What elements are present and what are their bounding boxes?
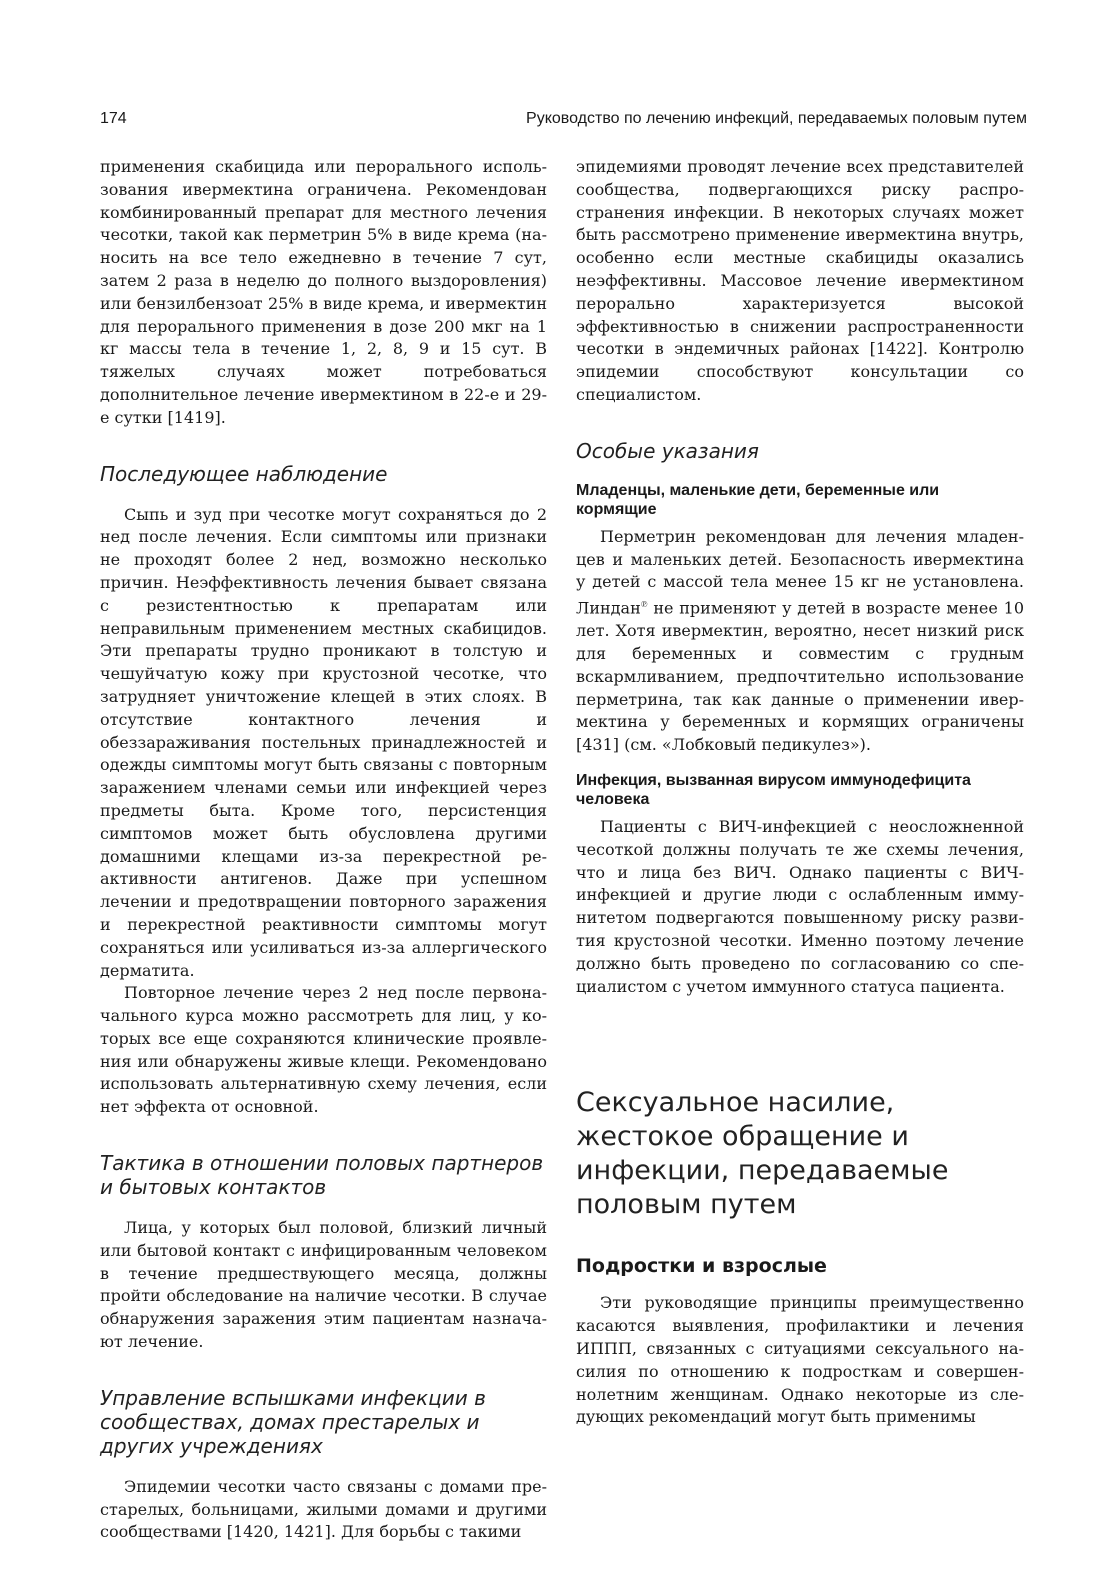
paragraph: Пациенты с ВИЧ-инфекцией с неосложненной чесоткой должны получать те же схемы лечения, что и лица без ВИЧ. Однако пациенты с ВИЧ-инфекцией и другие люди с ослабленным иммунитетом подвергаются повышенному риску развития крустозной чесотки. Именно поэтому лечение должно быть проведено по согласованию со специалистом с учетом иммунного статуса пациента.	[576, 817, 1024, 996]
paragraph: Эпидемии чесотки часто связаны с домами престарелых, больницами, жилыми домами и другими сообществами [1420, 1421]. Для борьбы с такими	[100, 1476, 547, 1542]
paragraph: Сыпь и зуд при чесотке могут сохраняться до 2 нед после лечения. Если симптомы или признаки не проходят более 2 нед, возможно несколько причин. Неэффективность лечения бывает связана с резистентностью к препаратам или неправильным применением местных скабицидов. Эти препараты трудно проникают в толстую и чешуйчатую кожу при крустозной чесотке, что затрудняет уничтожение клещей в этих слоях. В отсутствие контактного лечения и обеззараживания постельных принадлежностей и одежды симптомы могут быть связаны с повторным заражением членами семьи или инфекцией через предметы быта. Кроме того, персистенция симптомов может быть обусловлена другими домашними клещами из-за перекрестной реактивности антигенов. Даже при успешном лечении и предотвращении повторного заражения и перекрестной реактивности симптомы могут сохраняться или усиливаться из-за аллергического дерматита.	[100, 504, 547, 980]
paragraph: Лица, у которых был половой, близкий личный или бытовой контакт с инфицированным человеком в течение предшествующего месяца, должны пройти обследование на наличие чесотки. В случае обнаружения заражения этим пациентам назначают лечение.	[100, 1218, 547, 1352]
running-header: Руководство по лечению инфекций, передаваемых половым путем	[526, 110, 1027, 127]
section-heading-followup: Последующее наблюдение	[100, 461, 388, 486]
subheading-hiv: Инфекция, вызванная вирусом иммунодефицита человека	[576, 772, 971, 809]
paragraph: применения скабицида или перорального использования ивермектина ограничена. Рекомендован комбинированный препарат для местного лечения чесотки, такой как перметрин 5% в виде крема (наносить на все тело ежедневно в течение 7 сут, затем 2 раза в неделю до полного выздоровления) или бензилбензоат 25% в виде крема, и ивермектин для перорального применения в дозе 200 мкг на 1 кг массы тела в течение 1, 2, 8, 9 и 15 сут. В тяжелых случаях может потребоваться дополнительное лечение ивермектином в 22-е и 29-е сутки [1419].	[100, 157, 547, 427]
paragraph: эпидемиями проводят лечение всех представителей сообщества, подвергающихся риску распространения инфекции. В некоторых случаях может быть рассмотрено применение ивермектина внутрь, особенно если местные скабициды оказались неэффективны. Массовое лечение ивермектином перорально характеризуется высокой эффективностью в снижении распространенности чесотки в эндемичных районах [1422]. Контролю эпидемии способствуют консультации со специалистом.	[576, 157, 1024, 404]
section-heading-adolescents: Подростки и взрослые	[576, 1255, 827, 1278]
right-column	[576, 156, 1024, 1429]
chapter-title: Сексуальное насилие, жестокое обращение и инфекции, передаваемые половым путем	[576, 1087, 949, 1221]
registered-mark: ℗	[640, 600, 648, 611]
paragraph: Перметрин рекомендован для лечения младенцев и маленьких детей. Безопасность ивермектина у детей с массой тела менее 15 кг не установлена. Линдан℗ не применяют у детей в возрасте менее 10 лет. Хотя ивермектин, вероятно, несет низкий риск для беременных и совместим с грудным вскармливанием, предпочтительно использование перметрина, так как данные о применении ивермектина у беременных и кормящих ограничены [431] (см. «Лобковый педикулез»).	[576, 526, 1024, 755]
paragraph: Повторное лечение через 2 нед после первоначального курса можно рассмотреть для лиц, у которых все еще сохраняются клинические проявления или обнаружены живые клещи. Рекомендовано использовать альтернативную схему лечения, если нет эффекта от основной.	[100, 983, 547, 1117]
paragraph: Эти руководящие принципы преимущественно касаются выявления, профилактики и лечения ИППП, связанных с ситуациями сексуального насилия по отношению к подросткам и совершеннолетним женщинам. Однако некоторые из следующих рекомендаций могут быть применимы	[576, 1293, 1024, 1427]
page-number: 174	[100, 110, 127, 127]
section-heading-special: Особые указания	[576, 438, 759, 463]
left-column	[100, 156, 547, 1544]
subheading-infants: Младенцы, маленькие дети, беременные или кормящие	[576, 481, 940, 518]
section-heading-partners: Тактика в отношении половых партнеров и бытовых контактов	[100, 1151, 544, 1200]
section-heading-outbreaks: Управление вспышками инфекции в сообществах, домах престарелых и других учреждениях	[100, 1385, 486, 1458]
